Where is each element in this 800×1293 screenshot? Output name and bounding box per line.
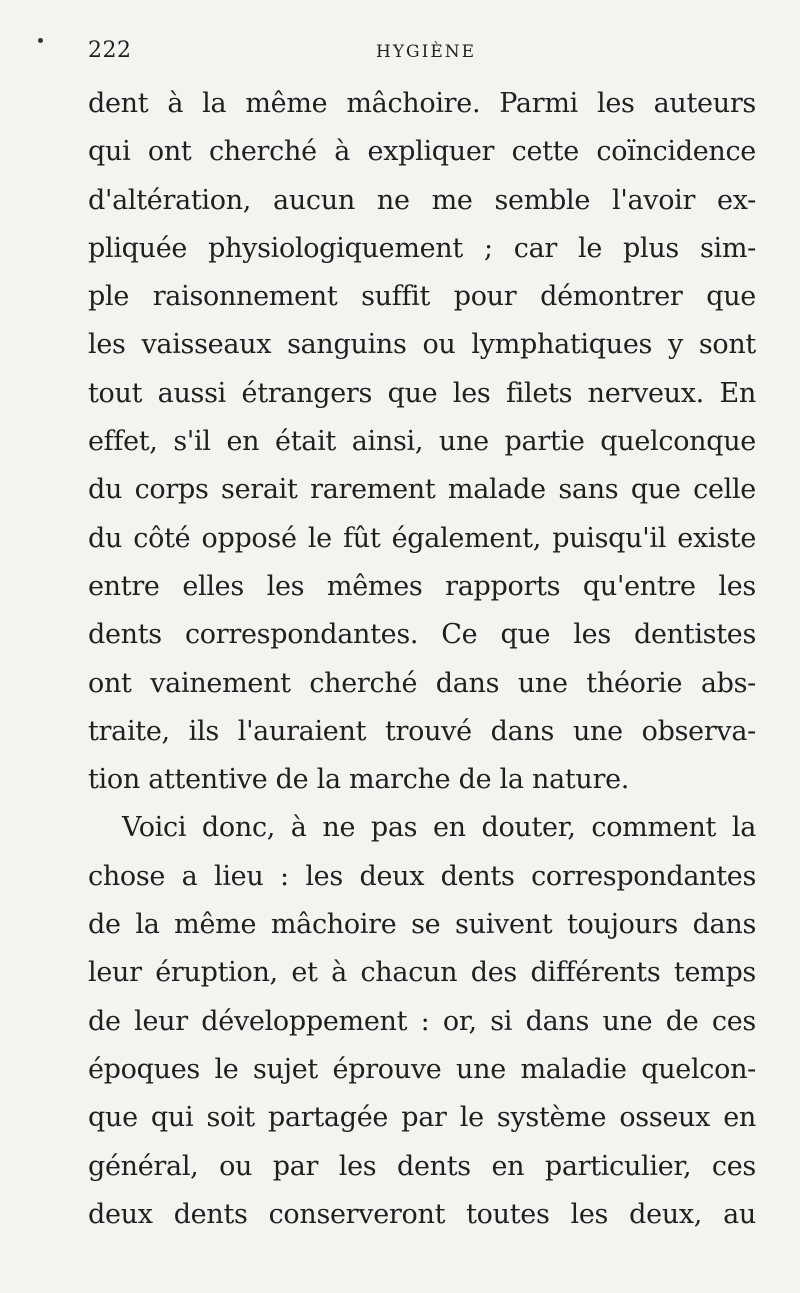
text-line: dents correspondantes. Ce que les dentistes xyxy=(88,619,756,651)
text-line: les vaisseaux sanguins ou lymphatiques y sont xyxy=(88,329,756,361)
text-line: du côté opposé le fût également, puisqu'il existe xyxy=(88,522,756,554)
text-line: de leur développement : or, si dans une de ces xyxy=(88,1005,756,1037)
print-speck xyxy=(38,38,43,43)
page-header xyxy=(88,38,756,70)
text-line: d'altération, aucun ne me semble l'avoir ex- xyxy=(88,184,756,216)
text-line: traite, ils l'auraient trouvé dans une observa- xyxy=(88,715,756,747)
paragraph-2 xyxy=(88,804,756,1239)
page-number: 222 xyxy=(88,38,132,63)
text-line: dent à la même mâchoire. Parmi les auteurs xyxy=(88,88,756,119)
text-line: tout aussi étrangers que les filets nerveux. En xyxy=(88,377,756,409)
text-line: deux dents conserveront toutes les deux, au xyxy=(88,1198,756,1230)
text-line: général, ou par les dents en particulier, ces xyxy=(88,1150,756,1182)
paragraph-1 xyxy=(88,80,756,804)
text-line: leur éruption, et à chacun des différents temps xyxy=(88,957,756,989)
running-title: HYGIÈNE xyxy=(376,42,477,62)
text-line: qui ont cherché à expliquer cette coïncidence xyxy=(88,136,756,168)
text-line: que qui soit partagée par le système osseux en xyxy=(88,1102,756,1134)
text-line: ont vainement cherché dans une théorie abs- xyxy=(88,667,756,699)
text-line: effet, s'il en était ainsi, une partie quelconque xyxy=(88,426,756,458)
text-line: pliquée physiologiquement ; car le plus sim- xyxy=(88,232,756,264)
body-text xyxy=(88,80,756,1239)
text-line: ple raisonnement suffit pour démontrer que xyxy=(88,281,756,313)
text-line: de la même mâchoire se suivent toujours dans xyxy=(88,909,756,941)
text-line: du corps serait rarement malade sans que celle xyxy=(88,474,756,506)
text-line: entre elles les mêmes rapports qu'entre les xyxy=(88,570,756,602)
text-line: époques le sujet éprouve une maladie quelcon- xyxy=(88,1053,756,1085)
text-line: chose a lieu : les deux dents correspondantes xyxy=(88,860,756,892)
text-line: Voici donc, à ne pas en douter, comment la xyxy=(122,812,756,844)
text-line: tion attentive de la marche de la nature. xyxy=(88,764,630,796)
